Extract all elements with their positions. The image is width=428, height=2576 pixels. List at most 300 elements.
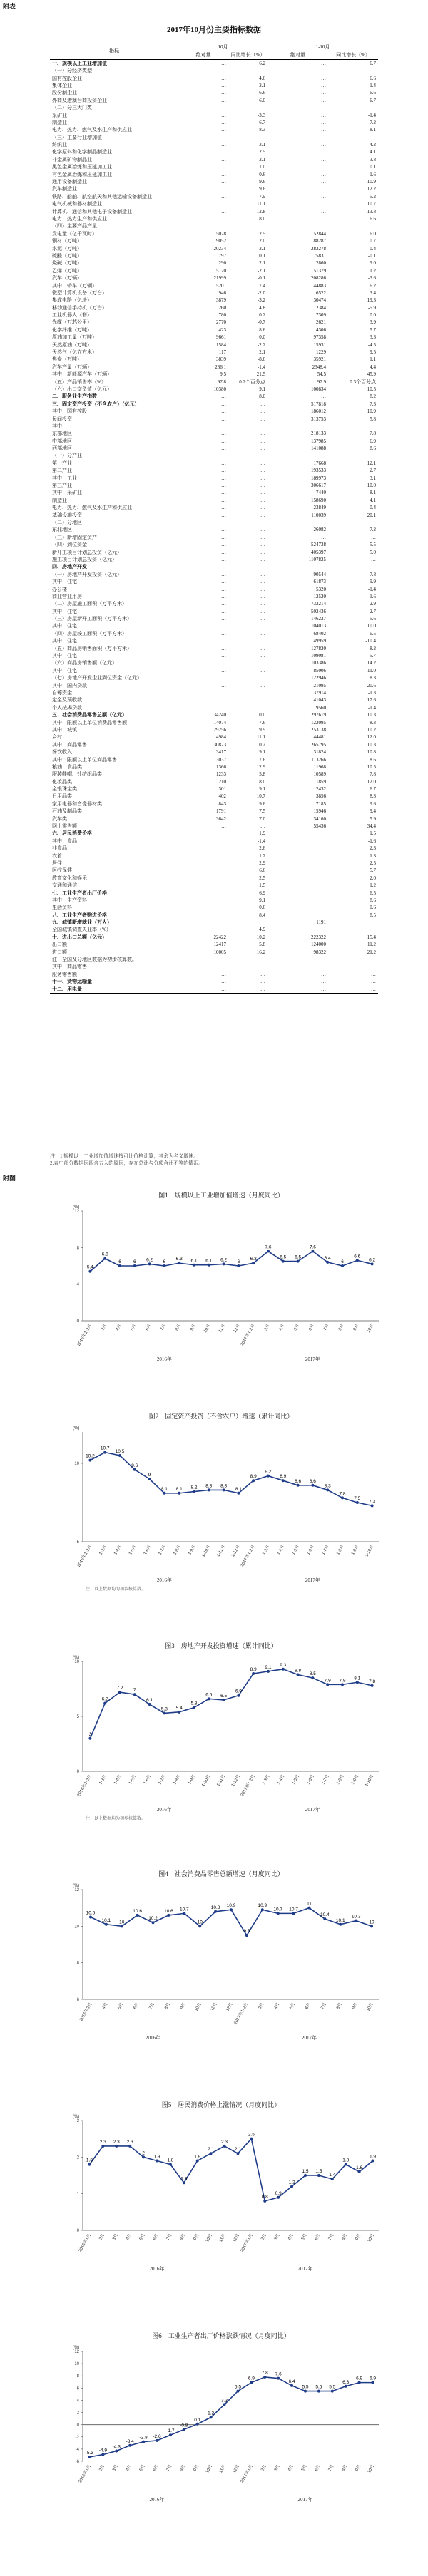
row-label: 三、固定资产投资（不含农户）（亿元） <box>52 401 140 407</box>
row-label: 新开工项目计划总投资（亿元） <box>52 549 122 555</box>
data-point <box>304 2389 307 2392</box>
row-value: … <box>221 60 226 66</box>
row-value: 34160 <box>313 815 326 822</box>
data-label: 6 <box>118 1259 121 1264</box>
table-row <box>50 274 378 282</box>
data-point <box>236 2152 239 2155</box>
table-row <box>50 282 378 289</box>
row-label: 施工项目计划总投资（亿元） <box>52 556 117 562</box>
row-value: 8.0 <box>259 393 265 400</box>
table-row <box>50 860 378 867</box>
row-value: -1.4 <box>367 704 376 711</box>
data-label: 10.8 <box>210 1905 220 1910</box>
row-value: … <box>371 979 376 985</box>
table-row <box>50 141 378 148</box>
row-value: 4.8 <box>259 304 265 311</box>
chart-svg <box>57 1201 385 1365</box>
data-point <box>133 1468 136 1471</box>
x-tick-label: 1-3月 <box>98 1773 108 1786</box>
row-value: 9.5 <box>220 371 226 378</box>
chart-svg <box>57 2341 385 2505</box>
chart-svg <box>57 1422 385 1586</box>
row-value <box>328 452 378 459</box>
row-value: … <box>221 653 226 659</box>
row-value <box>178 838 228 845</box>
data-point <box>282 1668 285 1671</box>
row-label: 其中：新能源汽车（万辆） <box>52 371 112 378</box>
y-tick-label: 10 <box>74 1925 79 1930</box>
row-value: 2348.4 <box>312 364 326 370</box>
table-row <box>50 815 378 823</box>
row-value: 8.3 <box>259 127 265 133</box>
data-point <box>178 1492 180 1495</box>
row-value: … <box>260 823 265 830</box>
data-point <box>252 1262 255 1264</box>
row-value <box>228 519 268 526</box>
row-label: 其中：工业 <box>52 475 77 481</box>
table-row <box>50 682 378 689</box>
data-label: 9.2 <box>265 1469 272 1475</box>
row-label: （二）分地区 <box>52 520 82 525</box>
row-value: 0.0 <box>370 312 376 319</box>
table-row <box>50 934 378 941</box>
data-label: 10.9 <box>226 1903 236 1909</box>
data-point <box>136 1914 139 1917</box>
row-value: … <box>221 179 226 185</box>
row-label: （五）商品房销售面积（万平方米） <box>52 645 132 651</box>
x-tick-label: 8月 <box>336 2001 343 2010</box>
note-line: 2.表中部分数据因四舍五入的原因，存在总计与分项合计不等的情况。 <box>50 1160 204 1167</box>
row-value: 6.6 <box>259 867 265 874</box>
row-label: 发电量（亿千瓦时） <box>52 230 97 237</box>
data-point <box>193 1490 195 1493</box>
data-label: 10 <box>119 1920 125 1925</box>
data-label: 0.1 <box>194 2417 201 2423</box>
data-point <box>183 1912 185 1915</box>
x-tick-label: 1-10月 <box>201 1773 212 1788</box>
x-tick-label: 1-12月 <box>230 1773 242 1788</box>
row-value: … <box>221 193 226 200</box>
table-row <box>50 830 378 837</box>
data-point <box>88 1737 91 1740</box>
row-value: … <box>221 82 226 88</box>
data-label: 8.1 <box>235 1486 242 1492</box>
row-value <box>268 926 328 933</box>
row-label: 其中：住宅 <box>52 608 77 614</box>
row-value: … <box>321 119 326 125</box>
x-tick-label: 3月 <box>101 1323 108 1331</box>
data-point <box>133 1693 136 1696</box>
row-value: 15.4 <box>367 934 376 940</box>
row-label: 五、社会消费品零售总额（亿元） <box>52 712 127 718</box>
x-tick-label: 9月 <box>193 2232 200 2241</box>
data-label: 6.5 <box>220 1693 228 1699</box>
x-tick-label: 1-8月 <box>336 1773 345 1786</box>
row-value: … <box>321 60 326 66</box>
y-axis-label: (%) <box>73 2114 80 2119</box>
x-tick-label: 3月 <box>112 2463 120 2472</box>
row-value: 405397 <box>311 549 326 555</box>
row-label: 汽车产量（万辆） <box>52 364 92 370</box>
row-value: … <box>221 675 226 681</box>
x-tick-label: 1-7月 <box>158 1544 168 1556</box>
row-value: 34.4 <box>367 823 376 830</box>
row-value: 517818 <box>311 401 326 407</box>
row-value: 103386 <box>311 660 326 666</box>
header-ytd: 1-10月 <box>268 43 378 51</box>
row-value: 1366 <box>216 763 226 770</box>
row-value: 8.5 <box>370 912 376 918</box>
row-value: 22422 <box>213 934 226 940</box>
row-value: 6.7 <box>370 60 376 66</box>
data-label: 9.3 <box>280 1662 287 1668</box>
table-row <box>50 978 378 985</box>
row-value: … <box>260 660 265 666</box>
data-point <box>317 2174 320 2177</box>
x-tick-label: 9月 <box>352 2001 359 2010</box>
x-tick-label: 1-8月 <box>173 1773 182 1786</box>
row-value <box>268 882 328 889</box>
row-label: 其中： <box>52 423 67 429</box>
row-value: 1.2 <box>259 852 265 859</box>
row-value: … <box>260 408 265 415</box>
table-row <box>50 800 378 808</box>
row-value: … <box>321 208 326 215</box>
data-point <box>277 1912 280 1915</box>
table-row <box>50 763 378 771</box>
row-label: 乡村 <box>52 734 62 741</box>
data-label: 0.9 <box>275 2190 282 2196</box>
x-tick-label: 2017年1月 <box>240 2232 255 2253</box>
row-label: （三）新增固定资产 <box>52 534 97 540</box>
table-row <box>50 586 378 593</box>
table-row <box>50 741 378 748</box>
row-label: 其中：住宅 <box>52 579 77 585</box>
chart-svg <box>57 1652 385 1815</box>
header-indicator: 指标 <box>50 43 178 60</box>
row-value: 306617 <box>311 483 326 489</box>
x-tick-label: 6月 <box>314 2463 322 2472</box>
row-value: 222322 <box>311 934 326 940</box>
row-value <box>268 860 328 867</box>
table-row <box>50 845 378 852</box>
row-value: 12.9 <box>256 763 265 770</box>
table-row <box>50 75 378 82</box>
y-tick-label: 3 <box>76 2118 79 2123</box>
row-value: 2.5 <box>370 860 376 866</box>
row-value: … <box>260 445 265 452</box>
row-value: 110039 <box>311 512 326 518</box>
row-value: 49959 <box>313 638 326 644</box>
row-value: 1107825 <box>308 556 326 562</box>
data-point <box>178 1711 180 1714</box>
row-value: … <box>260 579 265 585</box>
row-value: 10.8 <box>367 749 376 756</box>
x-tick-label: 6月 <box>152 2463 160 2472</box>
data-point <box>297 1673 300 1676</box>
row-value <box>178 956 228 963</box>
table-row <box>50 156 378 163</box>
x-tick-label: 6月 <box>145 1323 153 1331</box>
row-label: 其中：采矿业 <box>52 490 82 496</box>
x-tick-label: 2017年1-2月 <box>240 1773 256 1798</box>
table-row <box>50 711 378 718</box>
table-row <box>50 364 378 371</box>
row-value <box>178 830 228 837</box>
x-tick-label: 11月 <box>218 2463 228 2474</box>
data-point <box>263 2200 266 2203</box>
row-value: … <box>321 127 326 133</box>
row-label: （四）主要产品产量 <box>52 223 97 230</box>
row-value: 10.9 <box>367 408 376 415</box>
row-value: 2.3 <box>370 845 376 852</box>
row-label: （二）房屋施工面积（万平方米） <box>52 601 127 607</box>
row-value: 8.3 <box>370 719 376 726</box>
row-value: 29256 <box>213 726 226 733</box>
data-point <box>230 1908 233 1911</box>
year-label: 2016年 <box>146 2034 161 2041</box>
row-value: 313753 <box>311 416 326 422</box>
row-value <box>178 452 228 459</box>
row-value <box>328 963 378 970</box>
row-value: 502436 <box>311 608 326 614</box>
table-row <box>50 549 378 556</box>
row-value: … <box>221 667 226 674</box>
row-value: 10.2 <box>256 934 265 940</box>
row-value: … <box>221 660 226 666</box>
row-value: … <box>321 142 326 148</box>
data-label: 3.3 <box>221 2398 228 2404</box>
data-point <box>345 2385 347 2388</box>
row-value: 10.0 <box>256 712 265 718</box>
row-value: -3.2 <box>257 297 265 304</box>
row-value: 14074 <box>213 719 226 726</box>
data-point <box>183 2428 185 2431</box>
row-value: … <box>260 534 265 540</box>
data-point <box>148 1262 151 1265</box>
data-label: 7.8 <box>369 1679 376 1684</box>
data-point <box>331 2389 334 2392</box>
row-value: 12.0 <box>367 778 376 785</box>
data-label: 1.3 <box>180 2176 188 2182</box>
row-value: … <box>371 534 376 540</box>
row-value: -0.1 <box>257 275 265 282</box>
row-value: -0.1 <box>367 252 376 259</box>
data-label: 6.9 <box>235 1689 242 1694</box>
row-value: 6.6 <box>370 215 376 222</box>
row-value: … <box>321 534 326 540</box>
year-label: 2016年 <box>156 1356 172 1362</box>
row-value: … <box>260 593 265 599</box>
row-value: 3642 <box>216 815 226 822</box>
row-value: 2860 <box>316 260 326 267</box>
data-label: 7.6 <box>265 1245 272 1250</box>
table-row <box>50 512 378 519</box>
row-value: 1.6 <box>370 171 376 177</box>
row-value: 97358 <box>313 334 326 341</box>
x-tick-label: 8月 <box>175 1323 182 1331</box>
row-value: 9.6 <box>259 179 265 185</box>
row-value: 7.8 <box>370 771 376 778</box>
x-tick-label: 10月 <box>367 2463 376 2474</box>
row-value: … <box>321 164 326 170</box>
row-label: 其中：商品零售 <box>52 741 87 748</box>
x-tick-label: 2017年1-2月 <box>233 2001 250 2026</box>
row-value: … <box>221 393 226 400</box>
x-tick-label: 2月 <box>98 2232 106 2241</box>
row-label: 二、服务业生产指数 <box>52 393 97 400</box>
y-tick-label: -4 <box>75 2447 79 2452</box>
row-value: … <box>321 112 326 118</box>
row-value: 1229 <box>316 349 326 356</box>
data-point <box>307 1906 310 1909</box>
row-label: 电力、热力、燃气及水生产和供应业 <box>52 127 132 133</box>
x-tick-label: 3月 <box>258 2001 265 2010</box>
row-value: … <box>221 571 226 577</box>
x-tick-label: 2016年3月 <box>79 2001 93 2022</box>
row-value: 16.2 <box>256 949 265 955</box>
data-label: 6.4 <box>324 1255 331 1261</box>
data-label: 1.9 <box>194 2154 201 2160</box>
row-value: … <box>221 579 226 585</box>
x-tick-label: 1-8月 <box>173 1544 182 1556</box>
x-tick-label: 2月 <box>260 2463 268 2472</box>
row-value: 732214 <box>311 601 326 607</box>
row-value <box>328 104 378 111</box>
data-label: 10.1 <box>335 1917 345 1923</box>
data-label: 7.3 <box>369 1499 376 1505</box>
data-point <box>372 2381 374 2384</box>
row-value: … <box>260 571 265 577</box>
x-tick-label: 5月 <box>300 2232 308 2241</box>
table-row <box>50 622 378 629</box>
row-label: 全国城镇调查失业率（%） <box>52 927 111 933</box>
y-axis-label: (%) <box>73 2345 80 2350</box>
row-label: 有色金属冶炼和压延加工业 <box>52 171 112 177</box>
row-value: … <box>221 527 226 533</box>
x-tick-label: 4月 <box>126 2232 133 2241</box>
x-tick-label: 7月 <box>320 2001 328 2010</box>
table-row <box>50 460 378 467</box>
data-point <box>193 1264 195 1267</box>
data-label: -4.9 <box>98 2448 107 2453</box>
row-value <box>268 222 328 230</box>
table-row <box>50 252 378 259</box>
x-tick-label: 2016年1月 <box>78 2463 93 2484</box>
y-tick-label: 10 <box>74 2361 79 2366</box>
data-label: 1.8 <box>342 2158 350 2163</box>
row-value: … <box>221 201 226 207</box>
row-value: 13037 <box>213 756 226 763</box>
x-tick-label: 7月 <box>165 2232 173 2241</box>
row-label: 日用品类 <box>52 793 72 800</box>
row-value: 7185 <box>316 800 326 807</box>
x-tick-label: 9月 <box>189 1323 197 1331</box>
chart-5 <box>57 2101 385 2274</box>
row-label: 电力、热力、燃气及水生产和供应业 <box>52 505 132 511</box>
data-label: 6.2 <box>101 1696 108 1702</box>
row-label: 乙烯（万吨） <box>52 267 82 274</box>
data-point <box>311 1676 314 1679</box>
row-value: 97.9 <box>317 378 326 385</box>
x-tick-label: 2月 <box>260 2232 268 2241</box>
row-value: 11968 <box>313 763 326 770</box>
table-row <box>50 326 378 334</box>
row-label: 通用设备制造业 <box>52 179 87 185</box>
y-axis-label: (%) <box>73 1655 80 1660</box>
x-tick-label: 9月 <box>355 2463 362 2472</box>
table-row <box>50 452 378 459</box>
data-label: 1.5 <box>315 2168 322 2174</box>
row-value: 0.6 <box>259 905 265 911</box>
row-value: 9.6 <box>259 800 265 807</box>
x-tick-label: 12月 <box>233 1323 242 1334</box>
table-row <box>50 748 378 756</box>
x-tick-label: 6月 <box>305 2001 312 2010</box>
note-line: 注：1.规模以上工业增加值增速按可比价格计算，其余为名义增速。 <box>50 1153 199 1159</box>
data-point <box>208 1697 210 1700</box>
table-row <box>50 289 378 297</box>
row-value: … <box>221 119 226 125</box>
row-value: 265795 <box>311 741 326 748</box>
data-point <box>88 2456 91 2458</box>
row-value <box>228 222 268 230</box>
row-value: -3.3 <box>257 112 265 118</box>
row-value: 193533 <box>311 468 326 474</box>
data-point <box>237 1492 240 1495</box>
row-label: 光缆（万芯公里） <box>52 319 92 326</box>
x-tick-label: 1-7月 <box>321 1773 330 1786</box>
table-row <box>50 519 378 526</box>
table-row <box>50 215 378 222</box>
row-value: … <box>268 986 328 994</box>
data-label: 7.8 <box>261 2370 268 2376</box>
row-value: 6.2 <box>259 60 265 66</box>
row-label: 粮油、食品类 <box>52 763 82 770</box>
data-point <box>105 1923 108 1926</box>
row-value: … <box>221 586 226 592</box>
data-label: 10.3 <box>351 1914 361 1920</box>
row-value: 2.6 <box>259 845 265 852</box>
row-label: 非金属矿物制品业 <box>52 156 92 163</box>
row-value: … <box>221 979 226 985</box>
row-value: -1.6 <box>367 593 376 599</box>
row-label: （二）分三大门类 <box>52 105 92 111</box>
data-label: 6.3 <box>175 1256 183 1262</box>
row-value <box>268 912 328 919</box>
row-value <box>328 926 378 933</box>
chart-note: 注：以上数据均为初步核算数。 <box>86 1587 146 1592</box>
row-value: 6.9 <box>370 438 376 444</box>
row-value: 10.0 <box>367 483 376 489</box>
x-tick-label: 2016年1-2月 <box>76 1544 93 1568</box>
row-value: 7440 <box>316 490 326 496</box>
table-row <box>50 534 378 541</box>
table-row <box>50 341 378 349</box>
chart-svg <box>57 2111 385 2274</box>
row-value: 6522 <box>316 289 326 296</box>
row-value: … <box>221 408 226 415</box>
row-value: 2.5 <box>259 230 265 237</box>
row-value: … <box>321 90 326 96</box>
data-label: 5.4 <box>86 1264 93 1270</box>
row-value: … <box>221 630 226 637</box>
row-value <box>228 67 268 74</box>
y-tick-label: 8 <box>76 1961 79 1966</box>
row-value <box>268 904 328 911</box>
data-label: -2.6 <box>153 2433 161 2439</box>
row-label: 七、工业生产者出厂价格 <box>52 890 107 896</box>
